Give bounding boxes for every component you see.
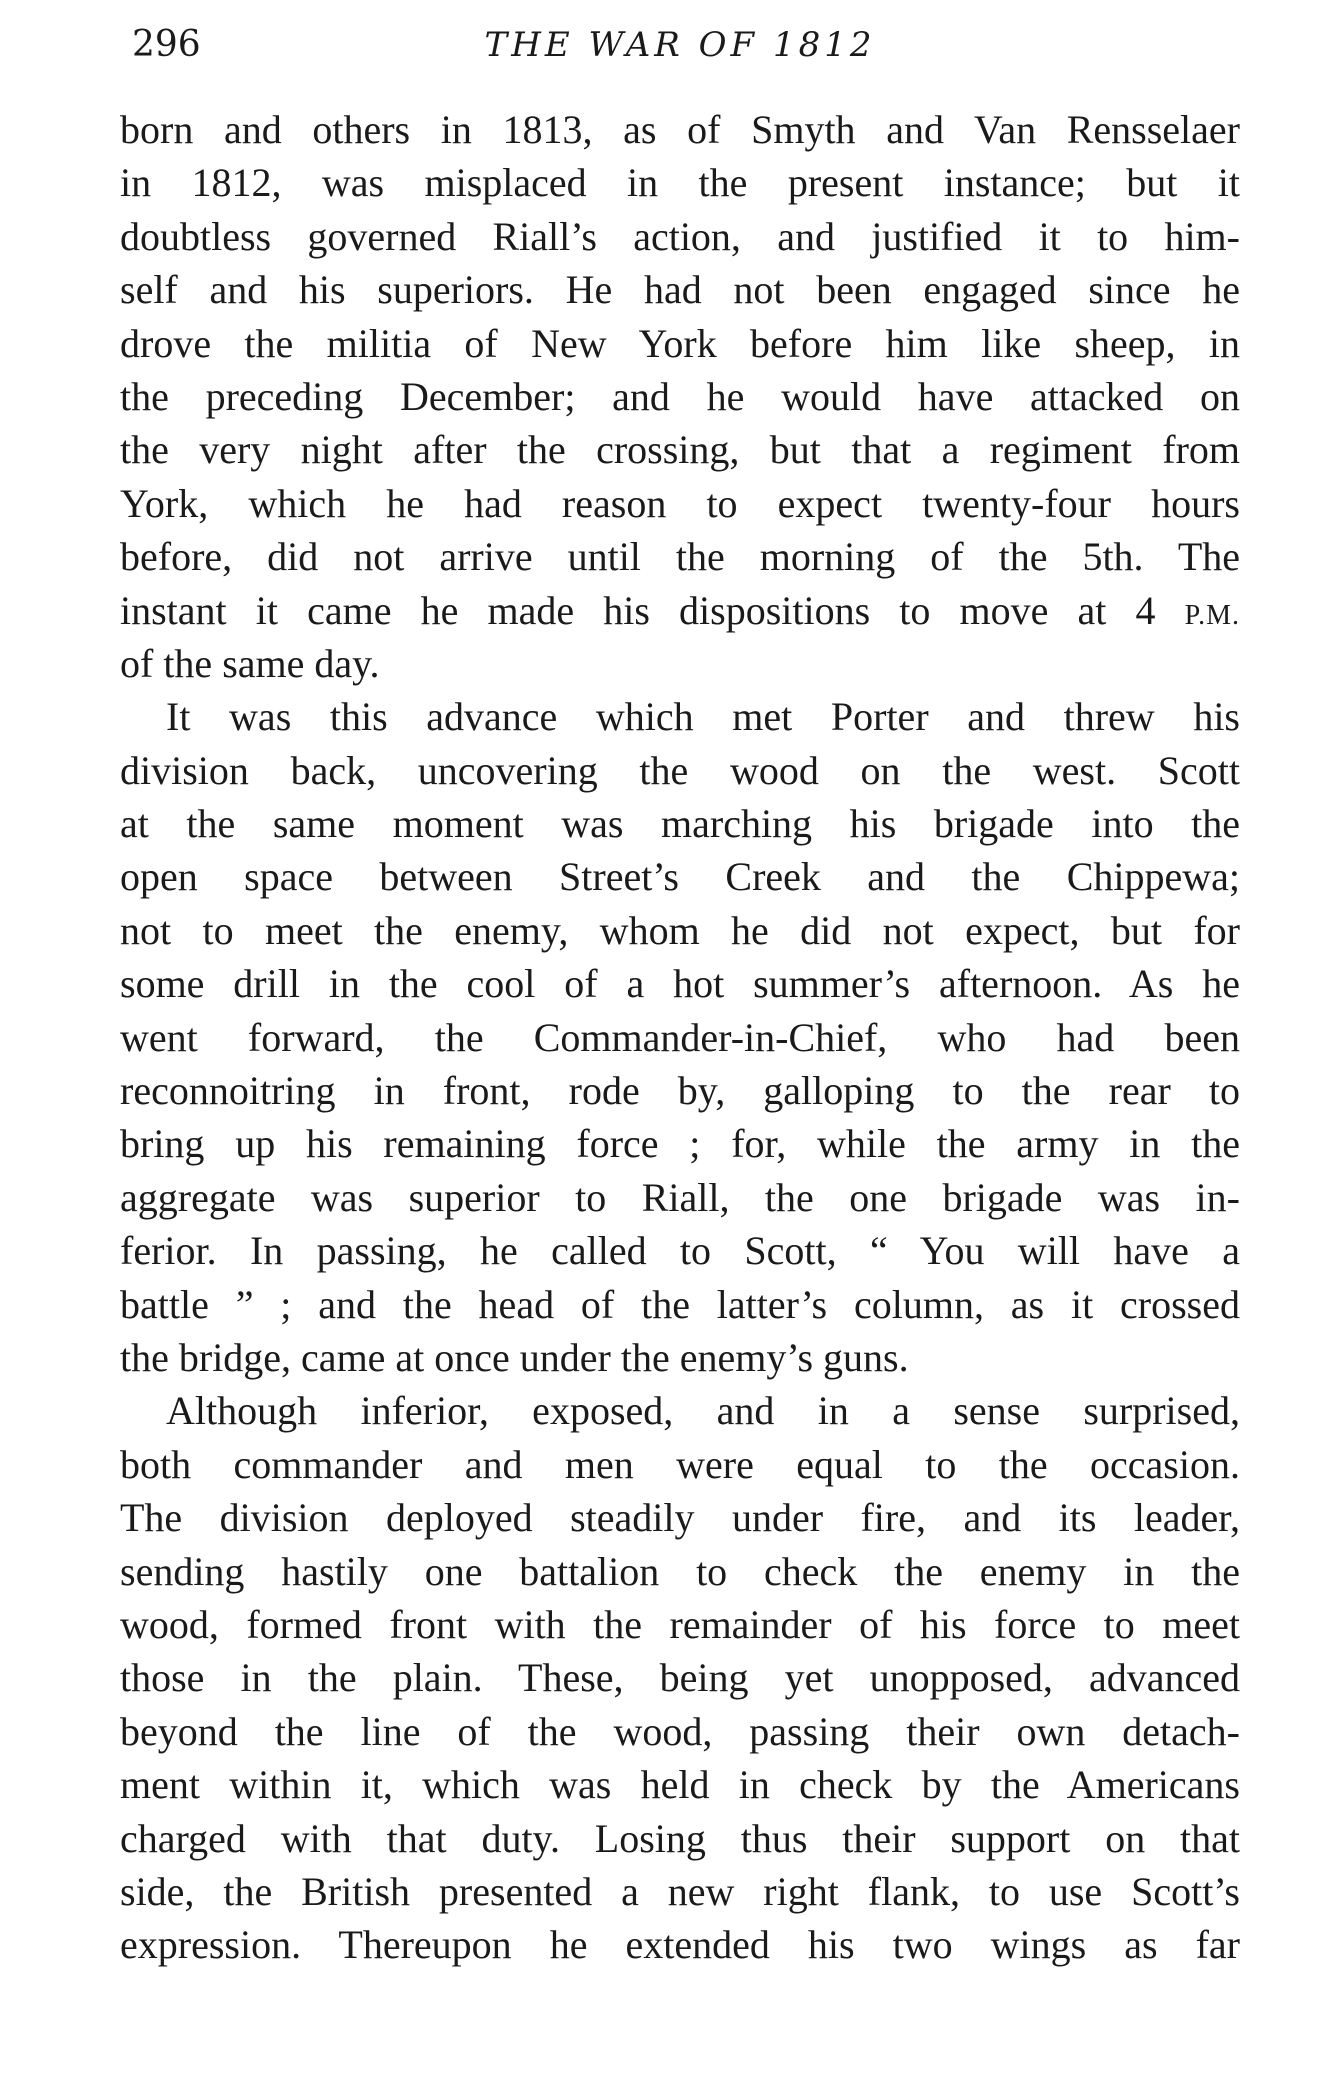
text-line-main: instant it came he made his dispositions to move at 4 xyxy=(120,587,1156,633)
text-line: at the same moment was marching his brigade into the xyxy=(120,801,1240,847)
text-line: both commander and men were equal to the occasion. xyxy=(120,1441,1240,1487)
text-line: went forward, the Commander-in-Chief, who had been xyxy=(120,1014,1240,1060)
text-line: those in the plain. These, being yet unopposed, advanced xyxy=(120,1655,1240,1701)
paragraph-end-line: the bridge, came at once under the enemy’s guns. xyxy=(120,1334,909,1380)
text-line: doubtless governed Riall’s action, and justified it to him- xyxy=(120,213,1240,259)
text-line: sending hastily one battalion to check the enemy in the xyxy=(120,1548,1240,1594)
text-line: the preceding December; and he would have attacked on xyxy=(120,373,1240,419)
text-line: ment within it, which was held in check by the Americans xyxy=(120,1762,1240,1808)
running-title: THE WAR OF 1812 xyxy=(484,25,876,65)
time-abbreviation: P.M. xyxy=(1184,599,1240,631)
paragraph-end-line: of the same day. xyxy=(120,640,380,686)
text-line: in 1812, was misplaced in the present instance; but it xyxy=(120,160,1240,206)
text-line: aggregate was superior to Riall, the one brigade was in- xyxy=(120,1174,1240,1220)
text-line: York, which he had reason to expect twenty-four hours xyxy=(120,480,1240,526)
text-line: battle ” ; and the head of the latter’s column, as it crossed xyxy=(120,1281,1240,1327)
text-line: beyond the line of the wood, passing their own detach- xyxy=(120,1708,1240,1754)
running-head xyxy=(120,20,1240,70)
text-line: born and others in 1813, as of Smyth and Van Rensselaer xyxy=(120,107,1240,152)
text-line: The division deployed steadily under fire, and its leader, xyxy=(120,1495,1240,1541)
text-line xyxy=(120,584,1240,637)
text-line: side, the British presented a new right flank, to use Scott’s xyxy=(120,1868,1240,1914)
text-line: open space between Street’s Creek and the Chippewa; xyxy=(120,854,1240,900)
text-line: expression. Thereupon he extended his two wings as far xyxy=(120,1922,1240,1968)
text-line: ferior. In passing, he called to Scott, “ You will have a xyxy=(120,1228,1240,1274)
text-line: drove the militia of New York before him like sheep, in xyxy=(120,320,1240,366)
paragraph-start-line: It was this advance which met Porter and threw his xyxy=(166,694,1240,740)
body-text xyxy=(120,103,1240,1972)
text-line: the very night after the crossing, but that a regiment from xyxy=(120,427,1240,473)
text-line: wood, formed front with the remainder of his force to meet xyxy=(120,1601,1240,1647)
text-line: self and his superiors. He had not been engaged since he xyxy=(120,267,1240,313)
page-number: 296 xyxy=(132,24,201,65)
text-line: division back, uncovering the wood on the west. Scott xyxy=(120,747,1240,793)
text-line: charged with that duty. Losing thus their support on that xyxy=(120,1815,1240,1861)
text-line: not to meet the enemy, whom he did not expect, but for xyxy=(120,907,1240,953)
text-line: reconnoitring in front, rode by, galloping to the rear to xyxy=(120,1068,1240,1114)
text-line: bring up his remaining force ; for, while the army in the xyxy=(120,1121,1240,1167)
text-line: some drill in the cool of a hot summer’s afternoon. As he xyxy=(120,961,1240,1007)
paragraph-start-line: Although inferior, exposed, and in a sense surprised, xyxy=(166,1388,1240,1434)
text-line: before, did not arrive until the morning of the 5th. The xyxy=(120,534,1240,580)
